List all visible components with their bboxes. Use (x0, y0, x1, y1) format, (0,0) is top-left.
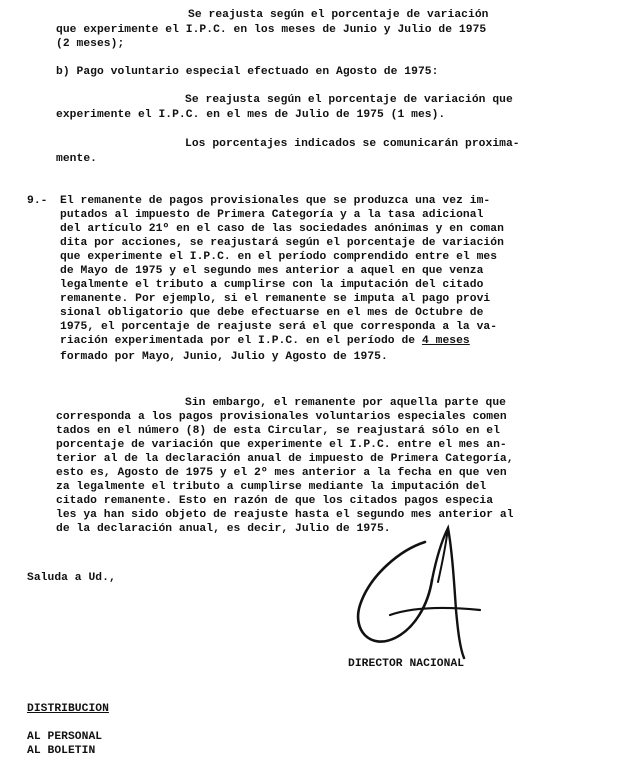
sin-embargo-line: citado remanente. Esto en razón de que los citados pagos especia (56, 495, 494, 507)
section-number: 9.- (27, 195, 48, 207)
notice-line: Los porcentajes indicados se comunicarán proxima- (185, 138, 520, 150)
sin-embargo-line: corresponda a los pagos provisionales voluntarios especiales comen (56, 411, 507, 423)
section9-line: remanente. Por ejemplo, si el remanente se imputa al pago provi (60, 293, 491, 305)
sin-embargo-line: les ya han sido objeto de reajuste hasta el segundo mes anterior al (56, 509, 514, 521)
section9-line: de Mayo de 1975 y el segundo mes anterior a aquel en que venza (60, 265, 484, 277)
handwritten-signature (330, 520, 500, 670)
para-a-line: que experimente el I.P.C. en los meses de Junio y Julio de 1975 (56, 24, 487, 36)
signature-title: DIRECTOR NACIONAL (348, 658, 465, 670)
section9-line: El remanente de pagos provisionales que se produzca una vez im- (60, 195, 491, 207)
section9-line: 1975, el porcentaje de reajuste será el que corresponda a la va- (60, 321, 498, 333)
section9-line-text: riación experimentada por el I.P.C. en el período de (60, 335, 422, 347)
sin-embargo-line: porcentaje de variación que experimente el I.P.C. entre el mes an- (56, 439, 507, 451)
distribution-heading: DISTRIBUCION (27, 703, 109, 715)
sin-embargo-line: esto es, Agosto de 1975 y el 2º mes anterior a la fecha en que ven (56, 467, 507, 479)
sin-embargo-line: de la declaración anual, es decir, Julio de 1975. (56, 523, 391, 535)
section9-line: dita por acciones, se reajustará según el porcentaje de variación (60, 237, 504, 249)
section9-line (60, 335, 470, 347)
sin-embargo-line: tados en el número (8) de esta Circular, se reajustará sólo en el (56, 425, 500, 437)
notice-line: mente. (56, 153, 97, 165)
section9-line: putados al impuesto de Primera Categoría y a la tasa adicional (60, 209, 484, 221)
distribution-item: AL BOLETIN (27, 745, 96, 757)
section9-line: sional obligatorio que debe efectuarse en el mes de Octubre de (60, 307, 484, 319)
para-a-line: (2 meses); (56, 38, 125, 50)
para-b-heading: b) Pago voluntario especial efectuado en Agosto de 1975: (56, 66, 439, 78)
section9-line: del artículo 21º en el caso de las sociedades anónimas y en coman (60, 223, 504, 235)
sin-embargo-line: terior al de la declaración anual de impuesto de Primera Categoría, (56, 453, 514, 465)
para-a-line: Se reajusta según el porcentaje de variación (188, 9, 489, 21)
closing-text: Saluda a Ud., (27, 572, 116, 584)
section9-line: legalmente el tributo a cumplirse con la imputación del citado (60, 279, 484, 291)
distribution-item: AL PERSONAL (27, 731, 103, 743)
section9-line: formado por Mayo, Junio, Julio y Agosto de 1975. (60, 351, 388, 363)
sin-embargo-line: za legalmente el tributo a cumplirse mediante la imputación del (56, 481, 487, 493)
underlined-period: 4 meses (421, 335, 470, 347)
para-b-line: Se reajusta según el porcentaje de variación que (185, 94, 513, 106)
sin-embargo-line: Sin embargo, el remanente por aquella parte que (185, 397, 506, 409)
section9-line: que experimente el I.P.C. en el período comprendido entre el mes (60, 251, 498, 263)
para-b-line: experimente el I.P.C. en el mes de Julio de 1975 (1 mes). (56, 109, 446, 121)
